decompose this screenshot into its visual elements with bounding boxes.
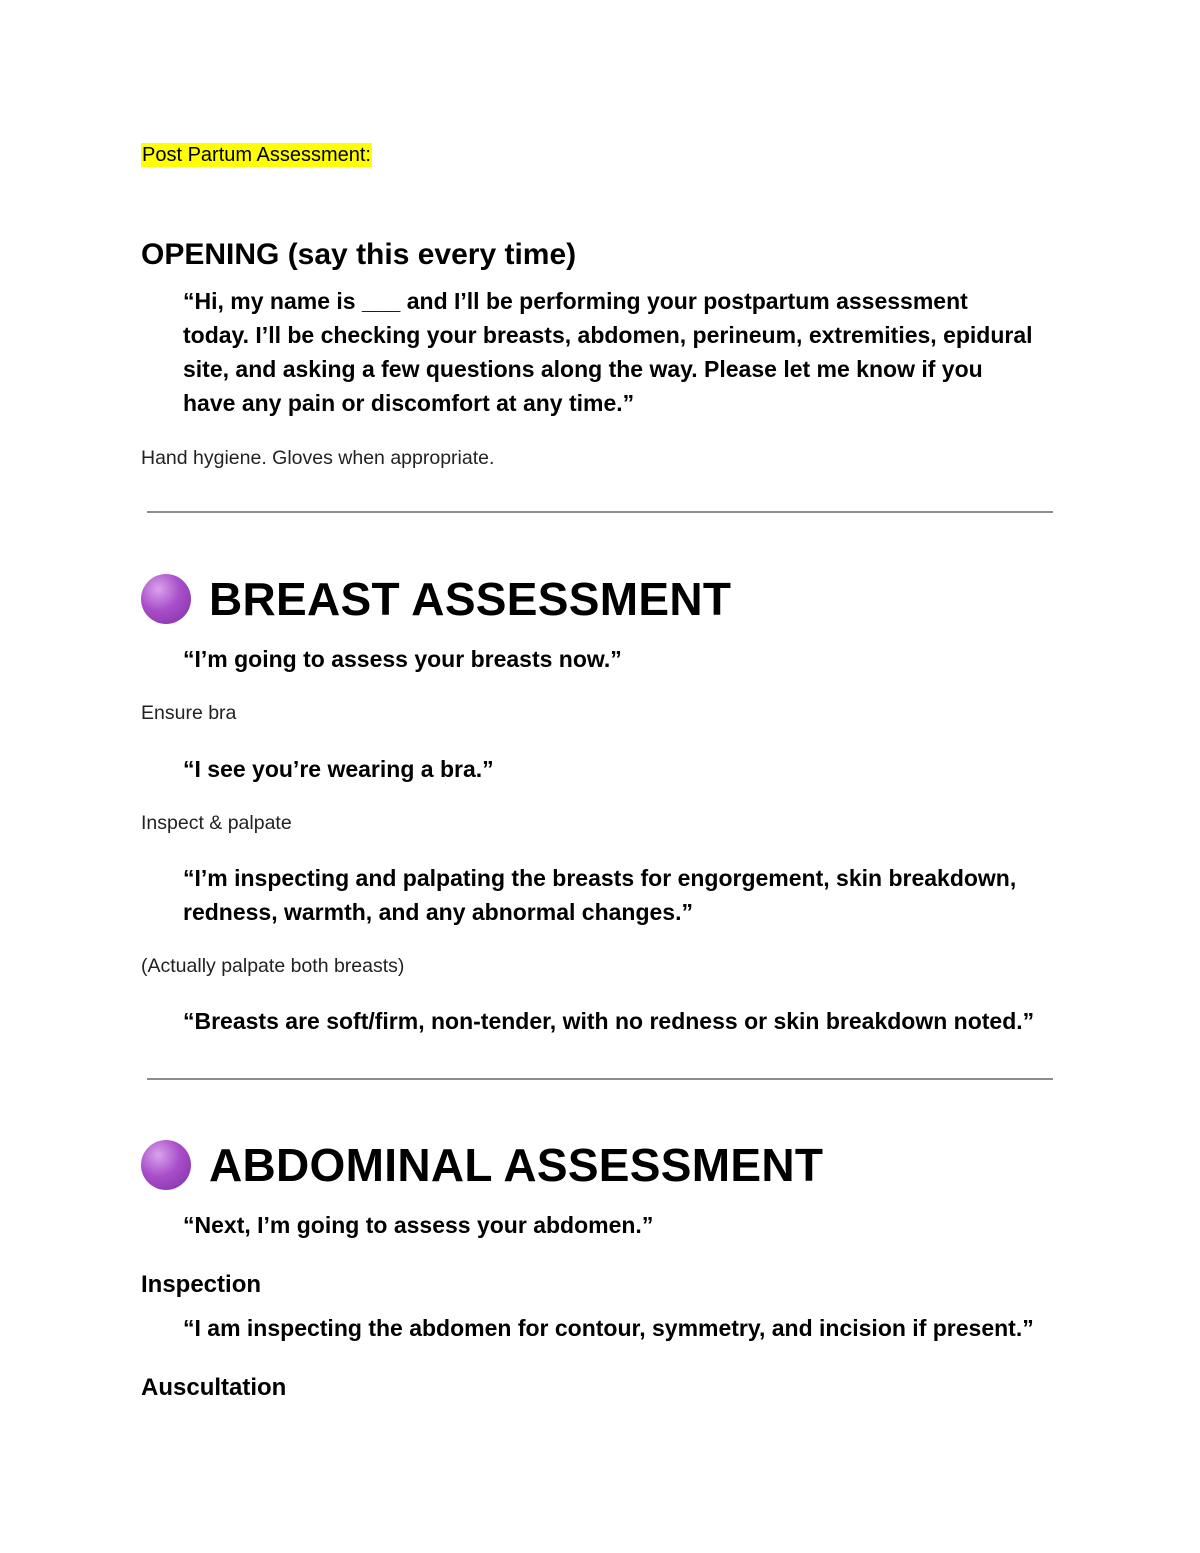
opening-quote-line-4: have any pain or discomfort at any time.” [183,390,635,416]
abdominal-section-title: ABDOMINAL ASSESSMENT [209,1139,824,1191]
breast-section-heading [141,571,731,627]
inspection-heading: Inspection [141,1271,262,1298]
inspection-quote: “I am inspecting the abdomen for contour, symmetry, and incision if present.” [183,1315,1034,1341]
hand-hygiene-note: Hand hygiene. Gloves when appropriate. [141,447,495,469]
purple-circle-icon [141,574,191,624]
palpate-note: (Actually palpate both breasts) [141,955,405,977]
abdomen-intro-quote: “Next, I’m going to assess your abdomen.” [183,1212,654,1238]
opening-quote-line-3: site, and asking a few questions along the way. Please let me know if you [183,356,983,382]
ensure-bra-label: Ensure bra [141,702,237,724]
breast-intro-quote: “I’m going to assess your breasts now.” [183,646,622,672]
bra-quote: “I see you’re wearing a bra.” [183,756,494,782]
inspect-palpate-label: Inspect & palpate [141,812,292,834]
abdominal-section-heading [141,1137,823,1193]
opening-heading: OPENING (say this every time) [141,238,577,271]
auscultation-heading: Auscultation [141,1374,287,1401]
inspect-quote-line-1: “I’m inspecting and palpating the breasts for engorgement, skin breakdown, [183,865,1017,891]
purple-circle-icon [141,1140,191,1190]
breast-finding-quote: “Breasts are soft/firm, non-tender, with no redness or skin breakdown noted.” [183,1008,1035,1034]
opening-quote-line-1: “Hi, my name is ___ and I’ll be performing your postpartum assessment [183,288,968,314]
horizontal-divider [147,1078,1053,1080]
inspect-quote-line-2: redness, warmth, and any abnormal changes.” [183,899,693,925]
document-title: Post Partum Assessment: [142,144,371,166]
breast-section-title: BREAST ASSESSMENT [209,573,732,625]
horizontal-divider [147,511,1053,513]
opening-quote-line-2: today. I’ll be checking your breasts, abdomen, perineum, extremities, epidural [183,322,1033,348]
